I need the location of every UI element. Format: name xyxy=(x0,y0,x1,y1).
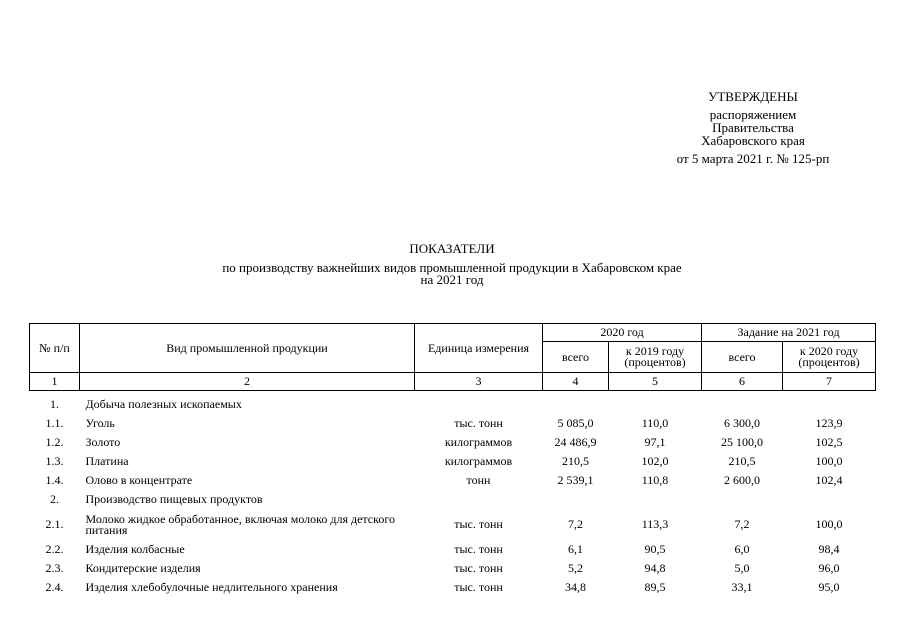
header-pct-2021: к 2020 году (процентов) xyxy=(783,342,876,373)
row-value-2020: 5,2 xyxy=(568,561,583,575)
header-group-2020: 2020 год xyxy=(543,324,702,342)
row-value-2020: 5 085,0 xyxy=(557,416,594,430)
header-group-2021: Задание на 2021 год xyxy=(702,324,876,342)
row-number: 2.2. xyxy=(45,542,64,556)
document-title-block xyxy=(120,243,784,286)
row-number: 2.1. xyxy=(45,517,64,531)
approval-date: от 5 марта 2021 г. № 125-рп xyxy=(676,151,830,166)
table-row xyxy=(30,452,876,471)
row-value-2020: 2 539,1 xyxy=(557,473,594,487)
row-number: 2.4. xyxy=(45,580,64,594)
column-number: 6 xyxy=(702,373,783,391)
row-product-name: Производство пищевых продуктов xyxy=(85,492,263,506)
row-number: 2.3. xyxy=(45,561,64,575)
indicators-table xyxy=(29,323,876,597)
row-percent-2020: 90,5 xyxy=(644,542,666,556)
row-unit: тыс. тонн xyxy=(454,580,503,594)
approval-heading: УТВЕРЖДЕНЫ xyxy=(708,89,798,104)
document-subtitle-line-2: на 2021 год xyxy=(420,272,484,287)
row-unit xyxy=(415,490,543,509)
row-value-2020: 7,2 xyxy=(568,517,583,531)
table-body xyxy=(30,391,876,598)
row-product-name: Добыча полезных ископаемых xyxy=(85,397,242,411)
row-product-name: Кондитерские изделия xyxy=(85,561,201,575)
row-percent-2021 xyxy=(783,391,876,415)
row-unit xyxy=(415,391,543,415)
table-row xyxy=(30,540,876,559)
table-row xyxy=(30,433,876,452)
approval-line-3: Хабаровского края xyxy=(701,133,805,148)
header-total-2020: всего xyxy=(543,342,609,373)
row-value-2021: 7,2 xyxy=(734,517,750,531)
row-unit: килограммов xyxy=(444,454,513,468)
table-row xyxy=(30,559,876,578)
table-row xyxy=(30,490,876,509)
row-unit: тыс. тонн xyxy=(454,517,503,531)
document-subtitle-line-1: по производству важнейших видов промышленной продукции в Хабаровском крае xyxy=(222,260,682,275)
header-total-2021: всего xyxy=(702,342,783,373)
row-number: 1.4. xyxy=(45,473,64,487)
row-unit: килограммов xyxy=(444,435,513,449)
row-product-name: Платина xyxy=(85,454,129,468)
row-value-2021: 6,0 xyxy=(734,542,750,556)
header-unit: Единица измерения xyxy=(415,324,543,373)
column-number: 7 xyxy=(783,373,876,391)
column-number: 4 xyxy=(543,373,609,391)
row-value-2021: 2 600,0 xyxy=(724,473,761,487)
document-title: ПОКАЗАТЕЛИ xyxy=(409,241,495,256)
header-product: Вид промышленной продукции xyxy=(80,324,415,373)
approval-line-1: распоряжением xyxy=(709,107,797,122)
row-value-2021: 5,0 xyxy=(734,561,750,575)
row-percent-2020: 94,8 xyxy=(644,561,666,575)
column-number: 5 xyxy=(609,373,702,391)
approval-block xyxy=(640,90,866,165)
row-number: 2. xyxy=(50,492,59,506)
table-row xyxy=(30,414,876,433)
row-percent-2021: 123,9 xyxy=(815,416,843,430)
row-value-2020: 24 486,9 xyxy=(554,435,597,449)
row-percent-2021: 102,5 xyxy=(815,435,843,449)
row-value-2021 xyxy=(702,391,783,415)
table-row xyxy=(30,509,876,540)
row-value-2020: 6,1 xyxy=(568,542,583,556)
approval-line-2: Правительства xyxy=(712,120,794,135)
row-number: 1.3. xyxy=(45,454,64,468)
row-unit: тыс. тонн xyxy=(454,416,503,430)
row-product-name: Золото xyxy=(85,435,121,449)
row-percent-2020: 89,5 xyxy=(644,580,666,594)
row-number: 1. xyxy=(50,397,59,411)
row-percent-2020: 102,0 xyxy=(641,454,669,468)
row-percent-2021: 100,0 xyxy=(815,454,843,468)
row-value-2020 xyxy=(543,391,609,415)
row-unit: тыс. тонн xyxy=(454,542,503,556)
row-percent-2021 xyxy=(783,490,876,509)
table-row xyxy=(30,578,876,597)
column-number: 3 xyxy=(415,373,543,391)
row-percent-2021: 102,4 xyxy=(815,473,843,487)
row-value-2021: 210,5 xyxy=(728,454,756,468)
row-unit: тонн xyxy=(466,473,491,487)
row-value-2020: 210,5 xyxy=(562,454,589,468)
row-percent-2020: 110,8 xyxy=(641,473,669,487)
row-percent-2020 xyxy=(609,391,702,415)
row-number: 1.2. xyxy=(45,435,64,449)
row-percent-2021: 100,0 xyxy=(815,517,843,531)
row-unit: тыс. тонн xyxy=(454,561,503,575)
table-row xyxy=(30,391,876,415)
row-value-2021: 33,1 xyxy=(731,580,753,594)
row-value-2020: 34,8 xyxy=(565,580,586,594)
table-row xyxy=(30,471,876,490)
header-num: № п/п xyxy=(30,324,80,373)
row-value-2021: 25 100,0 xyxy=(721,435,764,449)
column-number: 2 xyxy=(80,373,415,391)
row-value-2020 xyxy=(543,490,609,509)
header-pct-2020: к 2019 году (процентов) xyxy=(609,342,702,373)
row-value-2021 xyxy=(702,490,783,509)
table-header xyxy=(30,324,876,391)
row-product-name: Олово в концентрате xyxy=(85,473,193,487)
row-value-2021: 6 300,0 xyxy=(724,416,761,430)
row-product-name: Молоко жидкое обработанное, включая молоко для детского питания xyxy=(85,511,395,537)
row-product-name: Изделия хлебобулочные недлительного хранения xyxy=(85,580,338,594)
row-percent-2020: 110,0 xyxy=(641,416,669,430)
row-percent-2021: 96,0 xyxy=(818,561,840,575)
row-number: 1.1. xyxy=(45,416,64,430)
row-percent-2020 xyxy=(609,490,702,509)
column-number: 1 xyxy=(30,373,80,391)
row-percent-2021: 98,4 xyxy=(818,542,840,556)
row-product-name: Изделия колбасные xyxy=(85,542,185,556)
row-percent-2020: 97,1 xyxy=(644,435,666,449)
row-percent-2021: 95,0 xyxy=(818,580,840,594)
row-product-name: Уголь xyxy=(85,416,115,430)
row-percent-2020: 113,3 xyxy=(641,517,669,531)
